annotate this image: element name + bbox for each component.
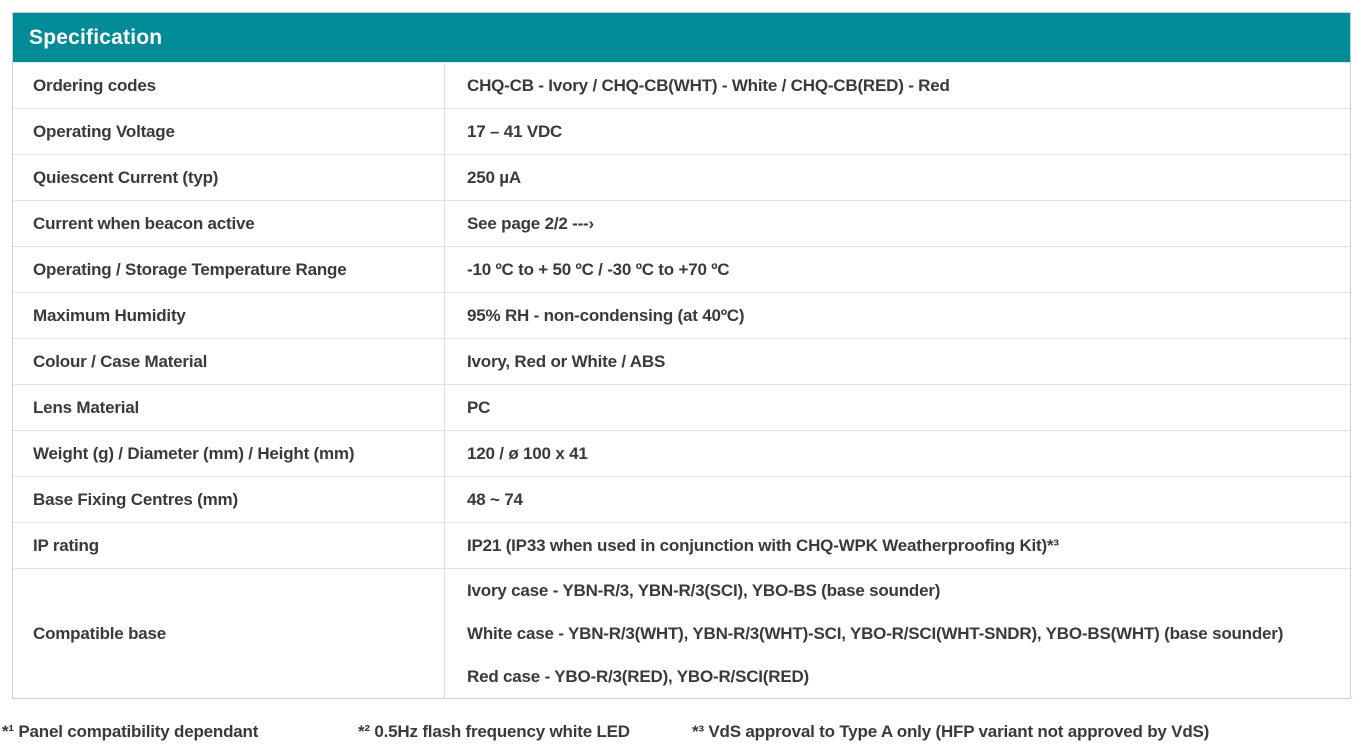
row-value: See page 2/2 ---› [467, 213, 594, 233]
footnote-3: *³ VdS approval to Type A only (HFP variant not approved by VdS) [692, 722, 1210, 741]
table-row [13, 108, 1350, 154]
row-label: Maximum Humidity [13, 293, 445, 338]
row-value: PC [467, 397, 491, 417]
row-label: IP rating [13, 523, 445, 568]
table-row [13, 522, 1350, 568]
compatible-base-line-white: White case - YBN-R/3(WHT), YBN-R/3(WHT)-SCI, YBO-R/SCI(WHT-SNDR), YBO-BS(WHT) (base sounder) [467, 624, 1284, 643]
table-row [13, 200, 1350, 246]
row-label: Colour / Case Material [13, 339, 445, 384]
row-label: Lens Material [13, 385, 445, 430]
row-value-multiline [445, 569, 1350, 698]
footnotes [2, 720, 1360, 750]
table-row [13, 62, 1350, 108]
footnote-2: *² 0.5Hz flash frequency white LED [358, 722, 630, 741]
table-row [13, 154, 1350, 200]
row-label: Compatible base [13, 569, 445, 698]
table-row [13, 430, 1350, 476]
row-label: Ordering codes [13, 63, 445, 108]
row-value: 120 / ø 100 x 41 [467, 443, 588, 463]
row-value: 250 µA [467, 167, 521, 187]
compatible-base-line-ivory: Ivory case - YBN-R/3, YBN-R/3(SCI), YBO-BS (base sounder) [467, 581, 941, 600]
table-row [13, 384, 1350, 430]
row-value: CHQ-CB - Ivory / CHQ-CB(WHT) - White / CHQ-CB(RED) - Red [467, 75, 950, 95]
compatible-base-line-red: Red case - YBO-R/3(RED), YBO-R/SCI(RED) [467, 667, 810, 686]
specification-table [12, 12, 1351, 699]
row-value: 48 ~ 74 [467, 489, 523, 509]
row-value: -10 ºC to + 50 ºC / -30 ºC to +70 ºC [467, 259, 730, 279]
table-row [13, 292, 1350, 338]
footnote-1: *¹ Panel compatibility dependant [2, 722, 259, 741]
row-label: Weight (g) / Diameter (mm) / Height (mm) [13, 431, 445, 476]
row-value: 17 – 41 VDC [467, 121, 563, 141]
row-label: Operating Voltage [13, 109, 445, 154]
table-row [13, 476, 1350, 522]
table-title: Specification [13, 13, 1350, 62]
row-value: 95% RH - non-condensing (at 40ºC) [467, 305, 745, 325]
row-value: IP21 (IP33 when used in conjunction with CHQ-WPK Weatherproofing Kit)*³ [467, 535, 1059, 555]
table-row [13, 338, 1350, 384]
table-row-compatible-base [13, 568, 1350, 698]
row-label: Base Fixing Centres (mm) [13, 477, 445, 522]
table-row [13, 246, 1350, 292]
row-value: Ivory, Red or White / ABS [467, 351, 666, 371]
row-label: Operating / Storage Temperature Range [13, 247, 445, 292]
row-label: Quiescent Current (typ) [13, 155, 445, 200]
row-label: Current when beacon active [13, 201, 445, 246]
